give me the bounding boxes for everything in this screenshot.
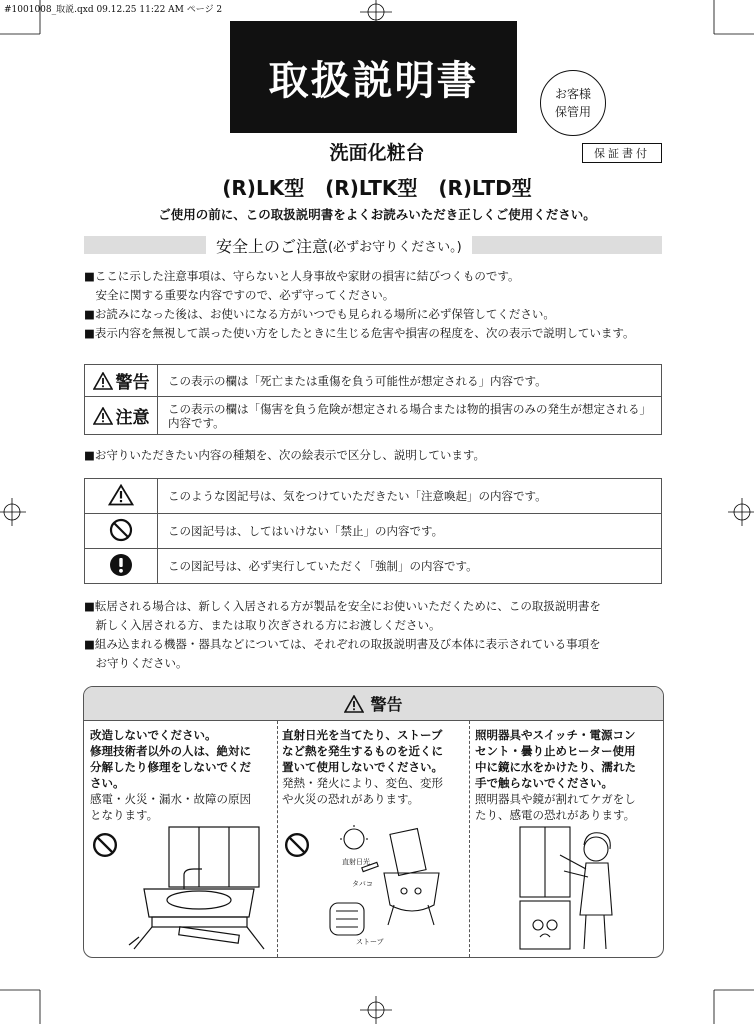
warning-box-title: 警告 <box>370 695 403 714</box>
safety-subtitle: (必ずお守りください。) <box>328 239 462 255</box>
column-divider <box>277 721 278 957</box>
cigarette-caption: タバコ <box>352 880 373 888</box>
note-line: ■ここに示した注意事項は、守らないと人身事故や家財の損害に結びつくものです。 <box>84 269 520 283</box>
warning-box <box>83 686 664 958</box>
note-line: ■組み込まれる機器・器具などについては、それぞれの取扱説明書及び本体に表示されている事項を <box>84 637 601 651</box>
note-line: ■転居される場合は、新しく入居される方が製品を安全にお使いいただくために、この取扱説明書を <box>84 599 601 613</box>
warning-item-title: 修理技術者以外の人は、絶対に <box>90 744 251 758</box>
warning-item-title: 置いて使用しないでください。 <box>282 760 443 774</box>
warning-item-title: 分解したり修理をしないでくだ <box>90 760 251 774</box>
badge-line-1: お客様 <box>554 87 591 101</box>
product-name: 洗面化粧台 <box>329 142 425 164</box>
warranty-label: 保証書付 <box>582 143 662 163</box>
symbols-intro: ■お守りいただきたい内容の種類を、次の絵表示で区分し、説明しています。 <box>84 448 485 462</box>
file-info: #1001008_取説.qxd 09.12.25 11:22 AM ページ 2 <box>4 5 223 15</box>
mirror-water-illustration <box>514 825 624 953</box>
intro-text: ご使用の前に、この取扱説明書をよくお読みいただき正しくご使用ください。 <box>158 207 596 222</box>
symbol-text: このような図記号は、気をつけていただきたい「注意喚起」の内容です。 <box>158 479 662 514</box>
warning-item-title: 直射日光を当てたり、ストーブ <box>282 728 443 742</box>
warning-box-header <box>84 687 663 721</box>
document-title: 取扱説明書 <box>230 21 517 133</box>
warning-item-title: 手で触らないでください。 <box>475 776 613 790</box>
warning-item-body: となります。 <box>90 808 159 822</box>
note-line: ■表示内容を無視して誤った使い方をしたときに生じる危害や損害の程度を、次の表示で説明しています。 <box>84 326 635 340</box>
warning-item-title: 改造しないでください。 <box>90 728 217 742</box>
warning-item-title: セント・曇り止めヒーター使用 <box>475 744 636 758</box>
warning-item-body: 照明器具や鏡が割れてケガをし <box>475 792 636 806</box>
caution-level-text: この表示の欄は「傷害を負う危険が想定される場合または物的損害のみの発生が想定される」内容です。 <box>158 397 662 435</box>
prohibition-icon <box>284 832 310 858</box>
hazard-level-table <box>84 364 662 435</box>
symbol-text: この図記号は、必ず実行していただく「強制」の内容です。 <box>158 549 662 584</box>
prohibition-icon <box>109 518 133 542</box>
note-line: お守りください。 <box>84 656 188 670</box>
warning-item-body: 感電・火災・漏水・故障の原因 <box>90 792 251 806</box>
note-line: 安全に関する重要な内容ですので、必ず守ってください。 <box>84 288 395 302</box>
warning-item-body: たり、感電の恐れがあります。 <box>475 808 636 822</box>
note-line: ■お読みになった後は、お使いになる方がいつでも見られる場所に必ず保管してください。 <box>84 307 555 321</box>
column-divider <box>469 721 470 957</box>
mandatory-icon <box>109 553 133 577</box>
safety-notes <box>84 267 634 343</box>
badge-line-2: 保管用 <box>554 105 591 119</box>
warning-triangle-icon <box>344 695 364 713</box>
safety-heading <box>206 232 472 258</box>
heat-source-illustration <box>324 825 459 953</box>
extra-notes <box>84 597 601 673</box>
symbol-table <box>84 478 662 584</box>
warning-level-text: この表示の欄は「死亡または重傷を負う可能性が想定される」内容です。 <box>158 365 662 397</box>
prohibition-icon <box>92 832 118 858</box>
stove-caption: ストーブ <box>356 938 384 946</box>
symbol-text: この図記号は、してはいけない「禁止」の内容です。 <box>158 514 662 549</box>
caution-triangle-icon <box>93 407 113 425</box>
safety-title: 安全上のご注意 <box>216 236 329 256</box>
warning-item-title: など熱を発生するものを近くに <box>282 744 443 758</box>
caution-level-label: 注意 <box>115 408 150 428</box>
note-line: 新しく入居される方、または取り次ぎされる方にお渡しください。 <box>84 618 441 632</box>
warning-item-body: や火災の恐れがあります。 <box>282 792 420 806</box>
sun-caption: 直射日光 <box>342 858 370 866</box>
warning-item-title: 照明器具やスイッチ・電源コン <box>475 728 636 742</box>
warning-item-body: 発熱・発火により、変色、変形 <box>282 776 443 790</box>
warning-triangle-icon <box>93 372 113 390</box>
model-list: (R)LK型 (R)LTK型 (R)LTD型 <box>222 176 532 200</box>
keep-for-customer-badge <box>540 70 606 136</box>
caution-triangle-icon <box>108 484 134 506</box>
warning-level-label: 警告 <box>115 373 150 393</box>
warning-item-title: さい。 <box>90 776 125 790</box>
vanity-disassembly-illustration <box>124 825 269 953</box>
warning-item-title: 中に鏡に水をかけたり、濡れた <box>475 760 636 774</box>
